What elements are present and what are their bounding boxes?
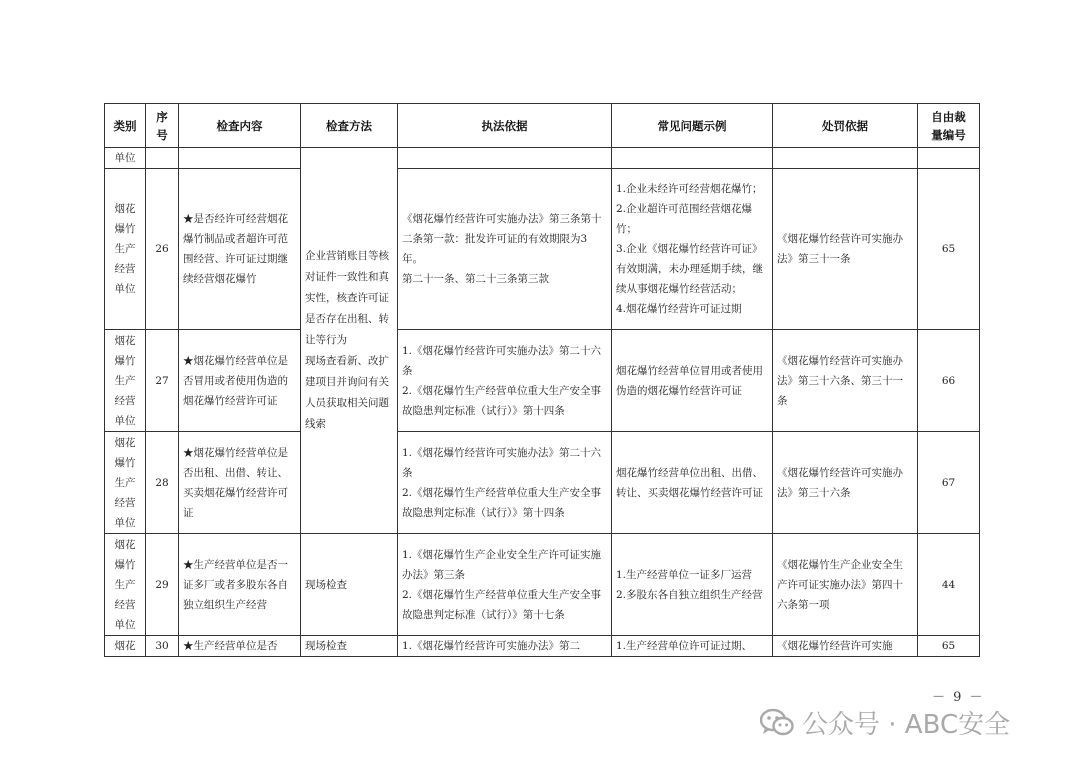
header-code: 自由裁 量编号 <box>918 104 980 148</box>
cell-basis: 1.《烟花爆竹生产企业安全生产许可证实施办法》第三条 2.《烟花爆竹生产经营单位重大生产安全事故隐患判定标准（试行）》第十七条 <box>398 534 612 636</box>
cell-basis: 1.《烟花爆竹经营许可实施办法》第二十六条 2.《烟花爆竹生产经营单位重大生产安全事故隐患判定标准（试行）》第十四条 <box>398 432 612 534</box>
cell-seq: 28 <box>146 432 179 534</box>
cell-category: 单位 <box>105 148 146 169</box>
cell-seq: 27 <box>146 330 179 432</box>
cell-method: 现场检查 <box>301 636 398 657</box>
cell-code: 65 <box>918 636 980 657</box>
cell-content: ★是否经许可经营烟花爆竹制品或者超许可范围经营、许可证过期继续经营烟花爆竹 <box>179 169 301 330</box>
cell-content: ★生产经营单位是否 <box>179 636 301 657</box>
cell-seq: 26 <box>146 169 179 330</box>
cell-seq: 30 <box>146 636 179 657</box>
cell-method: 现场检查 <box>301 534 398 636</box>
cell-penalty <box>773 148 918 169</box>
header-method: 检查方法 <box>301 104 398 148</box>
cell-code: 66 <box>918 330 980 432</box>
cell-content <box>179 148 301 169</box>
header-issues: 常见问题示例 <box>612 104 773 148</box>
cell-code: 67 <box>918 432 980 534</box>
header-content: 检查内容 <box>179 104 301 148</box>
header-basis: 执法依据 <box>398 104 612 148</box>
cell-penalty: 《烟花爆竹生产企业安全生产许可证实施办法》第四十六条第一项 <box>773 534 918 636</box>
table-header-row <box>105 104 980 148</box>
cell-basis: 1.《烟花爆竹经营许可实施办法》第二 <box>398 636 612 657</box>
inspection-table <box>104 103 980 657</box>
header-seq: 序 号 <box>146 104 179 148</box>
cell-seq: 29 <box>146 534 179 636</box>
wechat-icon <box>760 708 794 738</box>
watermark-text: 公众号 · ABC安全 <box>802 710 1011 740</box>
cell-content: ★烟花爆竹经营单位是否冒用或者使用伪造的烟花爆竹经营许可证 <box>179 330 301 432</box>
cell-basis: 《烟花爆竹经营许可实施办法》第三条第十二条第一款：批发许可证的有效期限为3年。 第二十一条、第二十三条第三款 <box>398 169 612 330</box>
cell-content: ★生产经营单位是否一证多厂或者多股东各自独立组织生产经营 <box>179 534 301 636</box>
cell-issues: 1.生产经营单位一证多厂运营 2.多股东各自独立组织生产经营 <box>612 534 773 636</box>
cell-basis: 1.《烟花爆竹经营许可实施办法》第二十六条 2.《烟花爆竹生产经营单位重大生产安全事故隐患判定标准（试行）》第十四条 <box>398 330 612 432</box>
cell-category: 烟花 <box>105 636 146 657</box>
cell-basis <box>398 148 612 169</box>
cell-issues: 烟花爆竹经营单位冒用或者使用伪造的烟花爆竹经营许可证 <box>612 330 773 432</box>
table-row <box>105 169 980 330</box>
cell-issues: 1.企业未经许可经营烟花爆竹； 2.企业超许可范围经营烟花爆竹； 3.企业《烟花爆竹经营许可证》有效期满，未办理延期手续，继续从事烟花爆竹经营活动； 4.烟花爆竹经营许可证过期 <box>612 169 773 330</box>
table-row <box>105 330 980 432</box>
cell-penalty: 《烟花爆竹经营许可实施办法》第三十六条、第三十一条 <box>773 330 918 432</box>
cell-method-merged: 企业营销账目等核对证件一致性和真实性，核查许可证是否存在出租、转让等行为 现场查看新、改扩建项目并询问有关人员获取相关问题线索 <box>301 148 398 534</box>
page-number: － 9 － <box>932 690 985 705</box>
table-row-continuation <box>105 148 980 169</box>
cell-penalty: 《烟花爆竹经营许可实施办法》第三十六条 <box>773 432 918 534</box>
cell-category: 烟花 爆竹 生产 经营 单位 <box>105 330 146 432</box>
cell-issues <box>612 148 773 169</box>
cell-code: 65 <box>918 169 980 330</box>
cell-category: 烟花 爆竹 生产 经营 单位 <box>105 534 146 636</box>
header-category: 类别 <box>105 104 146 148</box>
cell-content: ★烟花爆竹经营单位是否出租、出借、转让、买卖烟花爆竹经营许可证 <box>179 432 301 534</box>
watermark <box>760 704 1010 741</box>
table-row <box>105 534 980 636</box>
cell-seq <box>146 148 179 169</box>
cell-code <box>918 148 980 169</box>
table-row <box>105 636 980 657</box>
cell-code: 44 <box>918 534 980 636</box>
cell-category: 烟花 爆竹 生产 经营 单位 <box>105 169 146 330</box>
cell-issues: 1.生产经营单位许可证过期、 <box>612 636 773 657</box>
header-penalty: 处罚依据 <box>773 104 918 148</box>
cell-penalty: 《烟花爆竹经营许可实施办法》第三十一条 <box>773 169 918 330</box>
cell-issues: 烟花爆竹经营单位出租、出借、转让、买卖烟花爆竹经营许可证 <box>612 432 773 534</box>
cell-penalty: 《烟花爆竹经营许可实施 <box>773 636 918 657</box>
cell-category: 烟花 爆竹 生产 经营 单位 <box>105 432 146 534</box>
table-row <box>105 432 980 534</box>
